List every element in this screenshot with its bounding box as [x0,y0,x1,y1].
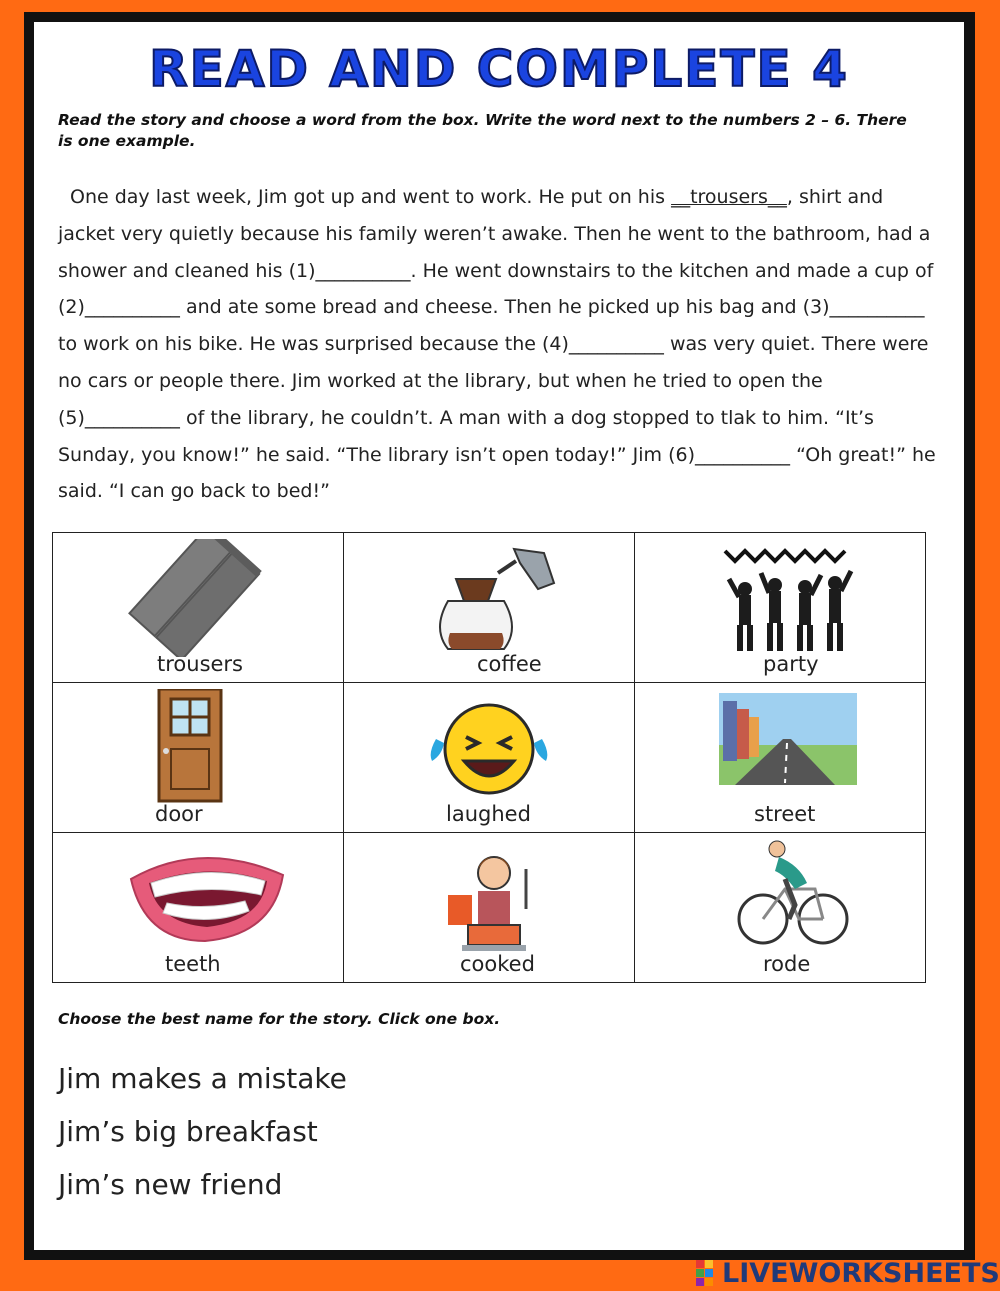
story-segment: to work on his bike. He was surprised because the [58,333,542,356]
word-box [52,532,926,983]
blank-5[interactable]: (5)__________ [58,406,180,429]
page-title: READ AND COMPLETE 4 [149,40,849,98]
word-label: rode [763,952,811,976]
teeth-icon [53,839,343,957]
story-segment: was very quiet. There were no cars or people there. Jim worked at the library, but when he tried to open the [58,333,929,392]
word-label: door [155,802,203,826]
word-cell-cooked [344,833,635,983]
question-text: Choose the best name for the story. Click one box. [58,1010,501,1028]
blank-2[interactable]: (2)__________ [58,296,180,319]
word-cell-street [635,683,926,833]
blank-1[interactable]: (1)__________ [288,259,411,282]
word-cell-coffee [344,533,635,683]
story-segment: of the library, he couldn’t. A man with a dog stopped to tlak to him. “It’s Sunday, you know!” he said. “The library isn’t open today!” Jim [58,406,874,466]
blank-4[interactable]: (4)__________ [542,333,664,356]
word-label: teeth [165,952,221,976]
instructions: Read the story and choose a word from the box. Write the word next to the numbers 2 – 6. There is one example. [58,111,907,150]
story-segment: “Oh great!” he said. “I can go back to bed!” [58,443,936,503]
coffee-icon [344,539,634,657]
cooking-person-icon [344,839,634,957]
party-icon [635,539,925,657]
laughing-face-icon [344,689,634,807]
story-segment: and ate some bread and cheese. Then he picked up his bag and [179,296,803,319]
word-cell-door [53,683,344,833]
blank-6[interactable]: (6)__________ [668,443,791,466]
option-2[interactable]: Jim’s big breakfast [58,1115,318,1148]
street-icon [635,689,925,807]
option-1[interactable]: Jim makes a mistake [58,1062,347,1095]
blank-3[interactable]: (3)__________ [802,296,925,319]
story-segment: . He went downstairs to the kitchen and made a cup of [410,259,934,282]
trousers-icon [53,539,343,657]
story-text [58,179,938,510]
example-answer: __trousers__ [671,186,787,208]
word-cell-laughed [344,683,635,833]
word-cell-rode [635,833,926,983]
word-cell-trousers [53,533,344,683]
word-label: street [754,802,816,826]
word-cell-teeth [53,833,344,983]
logo-squares-icon [696,1260,722,1286]
word-label: trousers [157,652,243,676]
story-segment: , shirt and jacket very quietly because his family weren’t awake. Then he went to the bathroom, had a shower and cleaned his [58,186,931,282]
cyclist-icon [635,839,925,957]
word-label: party [763,652,819,676]
word-label: coffee [477,652,542,676]
logo-text: LIVEWORKSHEETS [722,1257,1000,1289]
word-cell-party [635,533,926,683]
door-icon [53,689,343,807]
word-label: cooked [460,952,535,976]
liveworksheets-logo [696,1258,1000,1288]
word-label: laughed [446,802,531,826]
story-segment: One day last week, Jim got up and went to work. He put on his [70,186,672,208]
option-3[interactable]: Jim’s new friend [58,1168,283,1201]
worksheet [34,22,964,1250]
